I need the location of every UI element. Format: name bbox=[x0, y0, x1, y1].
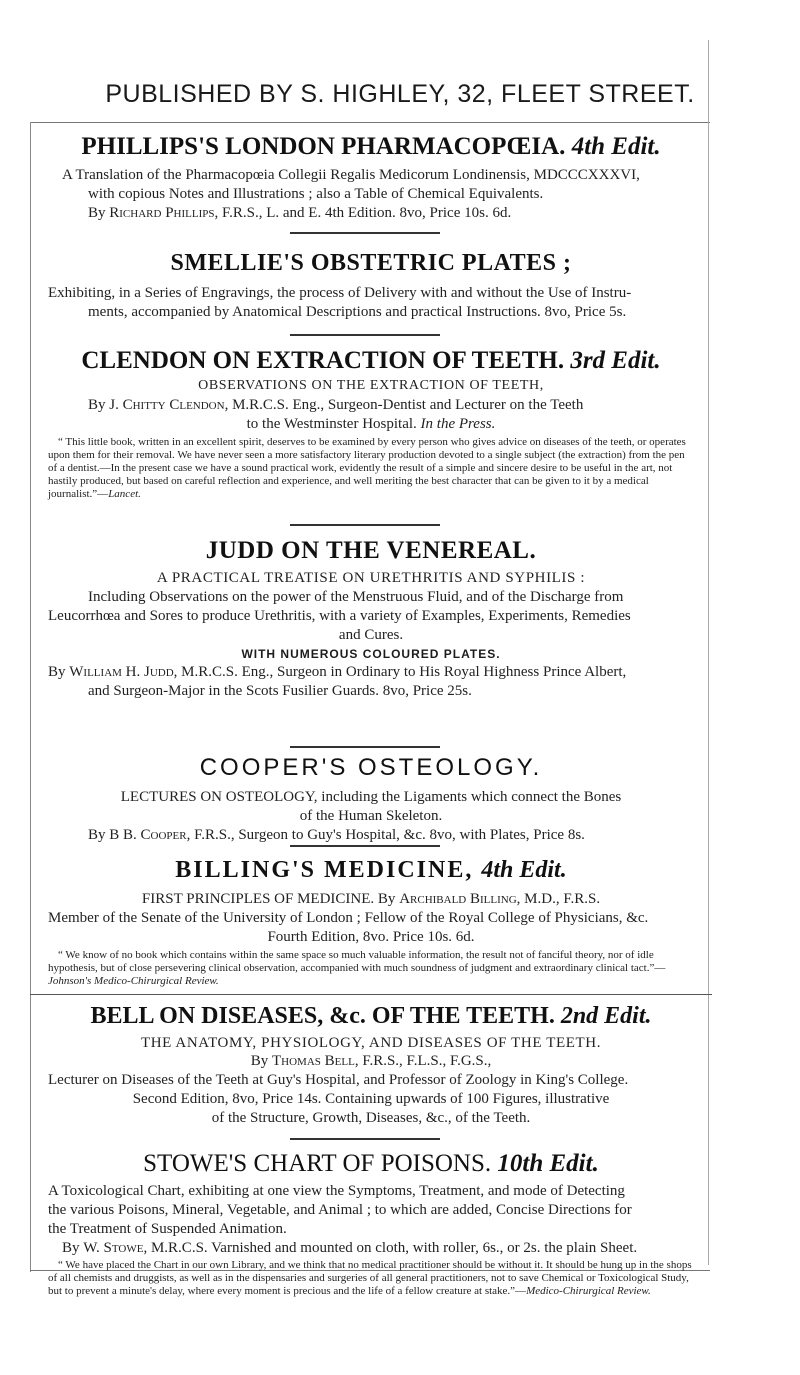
author-name: J. Chitty Clendon bbox=[109, 397, 225, 414]
review-quote: “ This little book, written in an excellent spirit, deserves to be examined by every person who gives advice on diseases of the teeth, or operates upon them for their removal. We have never seen a more satisfactory literary production devoted to a single subject (the extraction) from the pen of a dentist.—In the present case we have a sound practical work, evidently the result of a simple and sincere desire to be useful in the art, not hastily produced, but based on careful reflection and experience, and well meriting the best character that can be given to it by a medical journalist.”—Lancet. bbox=[48, 436, 686, 501]
advert-subtitle: THE ANATOMY, PHYSIOLOGY, AND DISEASES OF THE TEETH. bbox=[140, 1034, 602, 1051]
edition-label: 3rd Edit. bbox=[570, 347, 661, 374]
frame-top-rule bbox=[30, 122, 710, 123]
divider bbox=[290, 1138, 440, 1140]
advert-cooper bbox=[30, 754, 712, 845]
author-name: William H. Judd bbox=[69, 663, 174, 680]
advert-body: By Thomas Bell, F.R.S., F.L.S., F.G.S., Lecturer on Diseases of the Teeth at Guy's Hospital, and Professor of Zoology in King's College. Second Edition, 8vo, Price 14s. Containing upwards of 100 Figures, illustrative of the Structure, Growth, Diseases, &c., of the Teeth. bbox=[48, 1053, 629, 1127]
advert-title: STOWE'S CHART OF POISONS. 10th Edit. bbox=[143, 1150, 599, 1177]
advert-body: A Translation of the Pharmacopœia Collegii Regalis Medicorum Londinensis, MDCCCXXXVI, with copious Notes and Illustrations ; also a Table of Chemical Equivalents. By Richard Phillips, F.R.S., L. and E. 4th Edition. 8vo, Price 10s. 6d. bbox=[62, 166, 640, 221]
advert-body: Exhibiting, in a Series of Engravings, the process of Delivery with and without the Use of Instru- ments, accompanied by Anatomical Descriptions and practical Instructions. 8vo, Price 5s. bbox=[48, 284, 632, 320]
advert-judd bbox=[30, 537, 712, 701]
advert-body: By William H. Judd, M.R.C.S. Eng., Surgeon in Ordinary to His Royal Highness Prince Albert, and Surgeon-Major in the Scots Fusilier Guards. 8vo, Price 25s. bbox=[48, 663, 627, 699]
advert-smellie bbox=[30, 250, 712, 322]
divider bbox=[290, 232, 440, 234]
advert-body: LECTURES ON OSTEOLOGY, including the Ligaments which connect the Bones of the Human Skeleton. By B B. Cooper, F.R.S., Surgeon to Guy's Hospital, &c. 8vo, with Plates, Price 8s. bbox=[88, 788, 622, 843]
advert-title: COOPER'S OSTEOLOGY. bbox=[199, 754, 543, 781]
advert-title: CLENDON ON EXTRACTION OF TEETH. 3rd Edit. bbox=[81, 347, 661, 374]
advert-body: FIRST PRINCIPLES OF MEDICINE. By Archibald Billing, M.D., F.R.S. Member of the Senate of the University of London ; Fellow of the Royal College of Physicians, &c. Fourth Edition, 8vo. Price 10s. 6d. bbox=[48, 890, 649, 945]
author-name: Archibald Billing bbox=[399, 890, 517, 907]
review-quote: “ We have placed the Chart in our own Library, and we think that no medical practitioner should be without it. It should be hung up in the shops of all chemists and druggists, as well as in the dispensaries and surgeries of all general practitioners, not to save Chemical or Toxicological Study, but to prevent a minute's delay, where every moment is precious and the life of a fellow creature at stake.”—Medico-Chirurgical Review. bbox=[48, 1258, 692, 1297]
edition-label: 4th Edit. bbox=[481, 857, 567, 883]
divider bbox=[290, 334, 440, 336]
plates-note: WITH NUMEROUS COLOURED PLATES. bbox=[241, 646, 501, 661]
author-name: W. Stowe bbox=[83, 1239, 144, 1256]
author-name: Cooper bbox=[140, 826, 187, 843]
author-name: Richard Phillips bbox=[109, 204, 215, 221]
advert-subtitle: A PRACTICAL TREATISE ON URETHRITIS AND SYPHILIS : bbox=[156, 569, 586, 586]
review-quote: “ We know of no book which contains within the same space so much valuable information, the result not of fanciful theory, nor of idle hypothesis, but of close persevering clinical observation, accompanied with much soundness of judgment and extraordinary clinical tact.”—Johnson's Medico-Chirurgical Review. bbox=[48, 948, 666, 987]
publisher-header: PUBLISHED BY S. HIGHLEY, 32, FLEET STREET. bbox=[105, 80, 695, 108]
divider bbox=[30, 994, 712, 995]
advert-clendon bbox=[30, 347, 712, 501]
advert-bell bbox=[30, 1003, 712, 1128]
advert-title: PHILLIPS'S LONDON PHARMACOPŒIA. 4th Edit. bbox=[81, 133, 661, 160]
advert-title: BELL ON DISEASES, &c. OF THE TEETH. 2nd Edit. bbox=[90, 1003, 652, 1029]
advert-title: SMELLIE'S OBSTETRIC PLATES ; bbox=[170, 250, 572, 276]
advert-body: Including Observations on the power of the Menstruous Fluid, and of the Discharge from Leucorrhœa and Sores to produce Urethritis, with a variety of Examples, Experiments, Remedies and Cures. bbox=[48, 588, 631, 643]
edition-label: 4th Edit. bbox=[571, 133, 661, 160]
advert-stowe bbox=[30, 1150, 712, 1298]
advert-body: By J. Chitty Clendon, M.R.C.S. Eng., Surgeon-Dentist and Lecturer on the Teeth to the Westminster Hospital. In the Press. bbox=[88, 397, 584, 433]
advert-billing bbox=[30, 857, 712, 988]
advert-title: BILLING'S MEDICINE, 4th Edit. bbox=[175, 857, 567, 883]
advert-body: A Toxicological Chart, exhibiting at one view the Symptoms, Treatment, and mode of Detecting the various Poisons, Mineral, Vegetable, and Animal ; to which are added, Concise Directions for the Treatment of Suspended Animation. By W. Stowe, M.R.C.S. Varnished and mounted on cloth, with roller, 6s., or 2s. the plain Sheet. bbox=[48, 1182, 638, 1256]
edition-label: 10th Edit. bbox=[497, 1150, 599, 1177]
author-name: Thomas Bell bbox=[272, 1053, 355, 1070]
divider bbox=[290, 746, 440, 748]
divider bbox=[290, 845, 440, 847]
divider bbox=[290, 524, 440, 526]
advert-phillips bbox=[30, 133, 712, 223]
edition-label: 2nd Edit. bbox=[560, 1003, 652, 1029]
advert-title: JUDD ON THE VENEREAL. bbox=[205, 537, 537, 564]
advert-subtitle: OBSERVATIONS ON THE EXTRACTION OF TEETH, bbox=[198, 377, 544, 393]
